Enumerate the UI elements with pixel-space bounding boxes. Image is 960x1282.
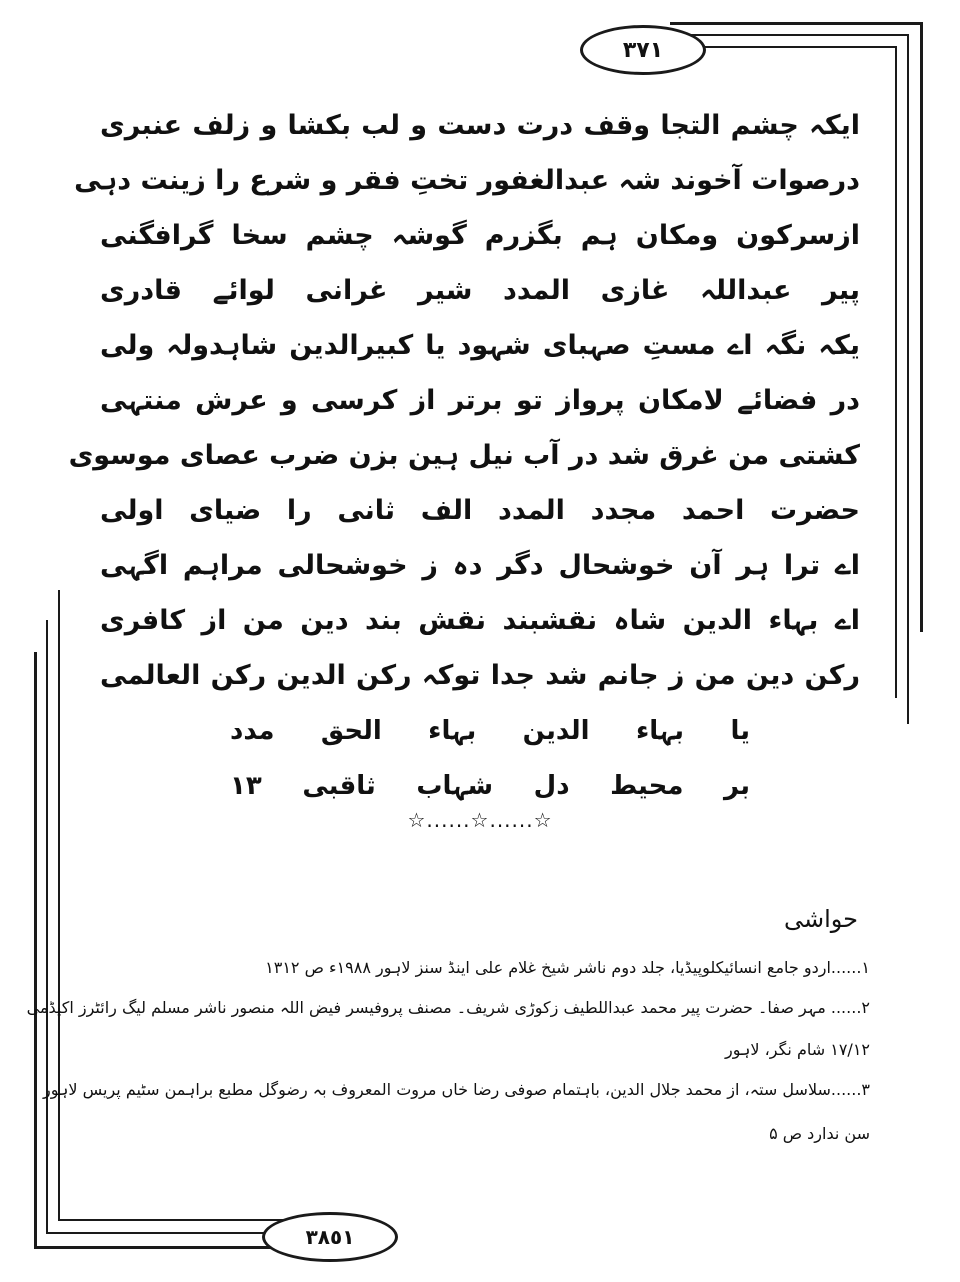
star-separator: ☆......☆......☆ [407,808,553,832]
bottom-page-number: ٣٨٥١ [305,1225,355,1249]
frame-right-line-inner [895,46,897,698]
verse-line: در فضائے لامکان پرواز تو برتر از کرسی و عرش منتہی [100,385,860,416]
frame-left-line-inner [58,590,60,1220]
footnote-item: ٢...... مہر صفا۔ حضرت پیر محمد عبداللطیف زکوڑی شریف۔ مصنف پروفیسر فیض اللہ منصور ناشر مسلم لیگ رائٹرز اکیڈمی [26,998,870,1017]
verse-line: کشتی من غرق شد در آب نیل ہین بزن ضرب عصای موسوی [68,440,860,471]
top-page-number-oval [580,25,706,75]
verse-line: رکن دین من ز جانم شد جدا توکہ رکن الدین رکن العالمی [100,660,860,691]
verse-line: اے ترا ہر آن خوشحال دگر دہ ز خوشحالی مراہم اگہی [100,550,860,581]
closing-line: بر محیط دل شہاب ثاقبی ١٣ [230,771,750,801]
verse-line: یکہ نگہ اے مستِ صہبای شہود یا کبیرالدین شاہدولہ ولی [100,330,860,361]
bottom-page-number-oval [262,1212,398,1262]
frame-left-line-outer [34,652,37,1248]
frame-top-line-outer [670,22,922,25]
footnote-item: ٣......سلاسل ستہ، از محمد جلال الدین، باہتمام صوفی رضا خاں مروت المعروف بہ رضوگل مطبع براہمن سٹیم پریس لاہور [43,1080,870,1099]
verse-line: ایکہ چشم التجا وقف درت دست و لب بکشا و زلف عنبری [100,110,860,141]
frame-left-line-mid [46,620,48,1232]
footnote-item: ١٧/١٢ شام نگر، لاہور [725,1040,870,1059]
frame-right-line-outer [920,22,923,632]
closing-line: یا بہاء الدین بہاء الحق مدد [230,716,750,746]
footnotes-heading: حواشی [783,905,858,933]
footnote-item: ١......اردو جامع انسائیکلوپیڈیا، جلد دوم ناشر شیخ غلام علی اینڈ سنز لاہور ١٩٨٨ء ص ١٣١٢ [265,958,870,977]
verse-line: اے بہاء الدین شاہ نقشبند نقش بند دین من از کافری [100,605,860,636]
top-page-number: ٣٧١ [622,37,664,63]
footnote-item: سن ندارد ص ۵ [769,1124,870,1143]
frame-top-line-inner [670,34,908,36]
verse-line: حضرت احمد مجدد المدد الف ثانی را ضیای اولی [100,495,860,526]
verse-line: درصوات آخوند شہ عبدالغفور تختِ فقر و شرع را زینت دہی [74,165,860,196]
frame-right-line-mid [907,34,909,724]
verse-line: ازسرکون ومکان ہم بگزرم گوشہ چشم سخا گرافگنی [100,220,860,251]
verse-line: پیر عبداللہ غازی المدد شیر غرانی لوائے قادری [100,275,860,306]
